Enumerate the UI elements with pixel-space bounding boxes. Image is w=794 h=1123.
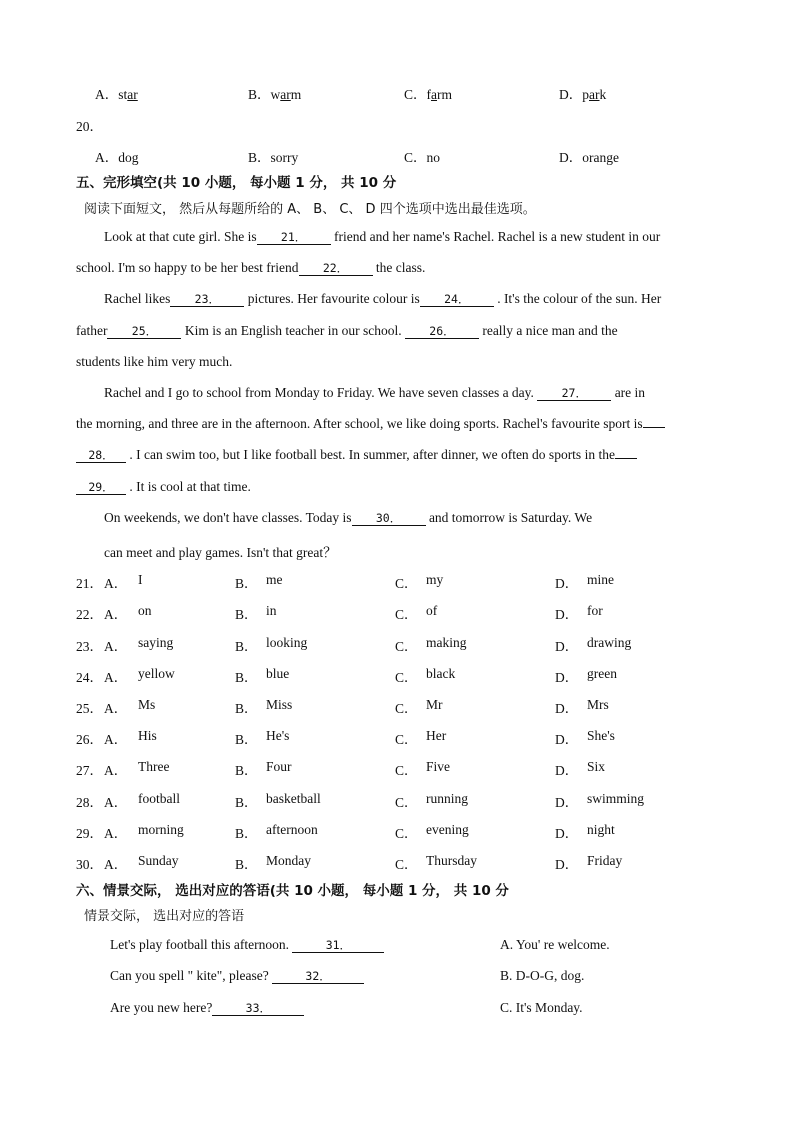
q19-option-d[interactable]: D．park xyxy=(559,87,607,102)
blank-29-start[interactable] xyxy=(615,458,637,459)
option-a[interactable]: I xyxy=(138,572,143,587)
option-b[interactable]: afternoon xyxy=(266,822,318,837)
passage-line-10: On weekends, we don't have classes. Today is 30． and tomorrow is Saturday. We xyxy=(104,510,593,525)
option-d[interactable]: Six xyxy=(587,759,606,774)
section6-instruction: 情景交际， 选出对应的答语 xyxy=(84,909,245,924)
blank-26[interactable]: 26． xyxy=(405,324,479,339)
section6-heading: 六、情景交际， 选出对应的答语(共 10 小题， 每小题 1 分， 共 10 分 xyxy=(76,883,509,899)
blank-25[interactable]: 25． xyxy=(107,324,181,339)
question-row: 29． A． morning B． afternoon C． evening D． night xyxy=(76,822,615,841)
blank-23[interactable]: 23． xyxy=(170,292,244,307)
question-row: 22． A． on B． in C． of D． for xyxy=(76,603,603,622)
option-c[interactable]: black xyxy=(426,666,456,681)
option-b[interactable]: blue xyxy=(266,666,290,681)
blank-31[interactable]: 31． xyxy=(292,938,384,953)
option-d[interactable]: night xyxy=(587,822,615,837)
option-d[interactable]: mine xyxy=(587,572,614,587)
option-b[interactable]: looking xyxy=(266,635,308,650)
question-row: 21． A． I B． me C． my D． mine xyxy=(76,572,614,591)
passage-line-1: Look at that cute girl. She is 21． friend and her name's Rachel. Rachel is a new student in our xyxy=(104,229,661,244)
option-b[interactable]: Miss xyxy=(266,697,293,712)
dialogue-answer: A. You' re welcome. xyxy=(500,937,610,952)
passage-line-3: Rachel likes 23． pictures. Her favourite colour is 24． . It's the colour of the sun. Her xyxy=(104,291,662,306)
passage-line-9: 29． . It is cool at that time. xyxy=(76,479,716,495)
q20-option-a[interactable]: A．dog xyxy=(95,150,139,165)
q20-option-c[interactable]: C．no xyxy=(404,150,441,165)
option-c[interactable]: my xyxy=(426,572,444,587)
q19-option-b[interactable]: B．warm xyxy=(248,87,302,102)
option-a[interactable]: His xyxy=(138,728,157,743)
option-b[interactable]: He's xyxy=(266,728,290,743)
option-a[interactable]: Sunday xyxy=(138,853,179,868)
blank-29[interactable]: 29． xyxy=(76,480,126,495)
blank-22[interactable]: 22． xyxy=(299,261,373,276)
passage-line-8: 28． . I can swim too, but I like football best. In summer, after dinner, we often do sports in the xyxy=(76,447,716,463)
option-a[interactable]: saying xyxy=(138,635,174,650)
blank-24[interactable]: 24． xyxy=(420,292,494,307)
passage-line-11: can meet and play games. Isn't that great？ xyxy=(104,545,337,560)
q19-option-a[interactable]: A．star xyxy=(95,87,138,102)
passage-line-4: father 25． Kim is an English teacher in our school. 26． really a nice man and the xyxy=(76,323,618,338)
blank-27[interactable]: 27． xyxy=(537,386,611,401)
blank-21[interactable]: 21． xyxy=(257,230,331,245)
section5-instruction: 阅读下面短文， 然后从每题所给的 A、 B、 C、 D 四个选项中选出最佳选项。 xyxy=(84,202,536,217)
blank-32[interactable]: 32． xyxy=(272,969,364,984)
option-c[interactable]: making xyxy=(426,635,467,650)
option-b[interactable]: Four xyxy=(266,759,292,774)
question-row: 26． A． His B． He's C． Her D． She's xyxy=(76,728,615,747)
option-c[interactable]: of xyxy=(426,603,438,618)
question-row: 24． A． yellow B． blue C． black D． green xyxy=(76,666,617,685)
q20-number: 20． xyxy=(76,119,103,134)
option-b[interactable]: basketball xyxy=(266,791,321,806)
q20-option-d[interactable]: D．orange xyxy=(559,150,619,165)
q19-options xyxy=(95,83,735,101)
option-c[interactable]: Thursday xyxy=(426,853,477,868)
passage-line-2: school. I'm so happy to be her best friend 22． the class. xyxy=(76,260,426,275)
option-d[interactable]: green xyxy=(587,666,617,681)
option-b[interactable]: me xyxy=(266,572,283,587)
option-d[interactable]: She's xyxy=(587,728,615,743)
option-a[interactable]: Three xyxy=(138,759,170,774)
option-c[interactable]: Her xyxy=(426,728,447,743)
option-d[interactable]: Mrs xyxy=(587,697,609,712)
question-row: 28． A． football B． basketball C． running D． swimming xyxy=(76,791,645,810)
option-a[interactable]: on xyxy=(138,603,152,618)
option-c[interactable]: running xyxy=(426,791,468,806)
option-d[interactable]: for xyxy=(587,603,603,618)
option-c[interactable]: Five xyxy=(426,759,451,774)
dialogue-answer: B. D-O-G, dog. xyxy=(500,968,585,983)
dialogue-question: Are you new here? 33． xyxy=(110,1000,304,1016)
blank-30[interactable]: 30． xyxy=(352,511,426,526)
passage-line-7: the morning, and three are in the afternoon. After school, we like doing sports. Rachel's favourite sport is xyxy=(76,416,716,432)
passage-line-6: Rachel and I go to school from Monday to Friday. We have seven classes a day. 27． are in xyxy=(104,385,646,400)
section5-heading: 五、完形填空(共 10 小题， 每小题 1 分， 共 10 分 xyxy=(76,175,397,191)
blank-28[interactable]: 28． xyxy=(76,448,126,463)
option-d[interactable]: Friday xyxy=(587,853,623,868)
dialogue-question: Can you spell " kite", please? 32． xyxy=(110,968,364,984)
passage-line-5: students like him very much. xyxy=(76,354,233,369)
question-row: 25． A． Ms B． Miss C． Mr D． Mrs xyxy=(76,697,609,716)
question-row: 27． A． Three B． Four C． Five D． Six xyxy=(76,759,606,778)
option-d[interactable]: swimming xyxy=(587,791,645,806)
option-a[interactable]: Ms xyxy=(138,697,156,712)
question-row: 23． A． saying B． looking C． making D． drawing xyxy=(76,635,632,654)
q19-option-c[interactable]: C．farm xyxy=(404,87,453,102)
option-d[interactable]: drawing xyxy=(587,635,632,650)
option-a[interactable]: football xyxy=(138,791,180,806)
option-a[interactable]: yellow xyxy=(138,666,175,681)
q20-option-b[interactable]: B．sorry xyxy=(248,150,299,165)
dialogue-question: Let's play football this afternoon. 31． xyxy=(110,937,384,953)
q20-options xyxy=(95,146,735,164)
option-a[interactable]: morning xyxy=(138,822,184,837)
option-c[interactable]: evening xyxy=(426,822,469,837)
dialogue-answer: C. It's Monday. xyxy=(500,1000,583,1015)
blank-33[interactable]: 33． xyxy=(212,1001,304,1016)
blank-28-start[interactable] xyxy=(643,427,665,428)
question-row: 30． A． Sunday B． Monday C． Thursday D． Friday xyxy=(76,853,623,872)
option-c[interactable]: Mr xyxy=(426,697,443,712)
option-b[interactable]: in xyxy=(266,603,277,618)
option-b[interactable]: Monday xyxy=(266,853,311,868)
